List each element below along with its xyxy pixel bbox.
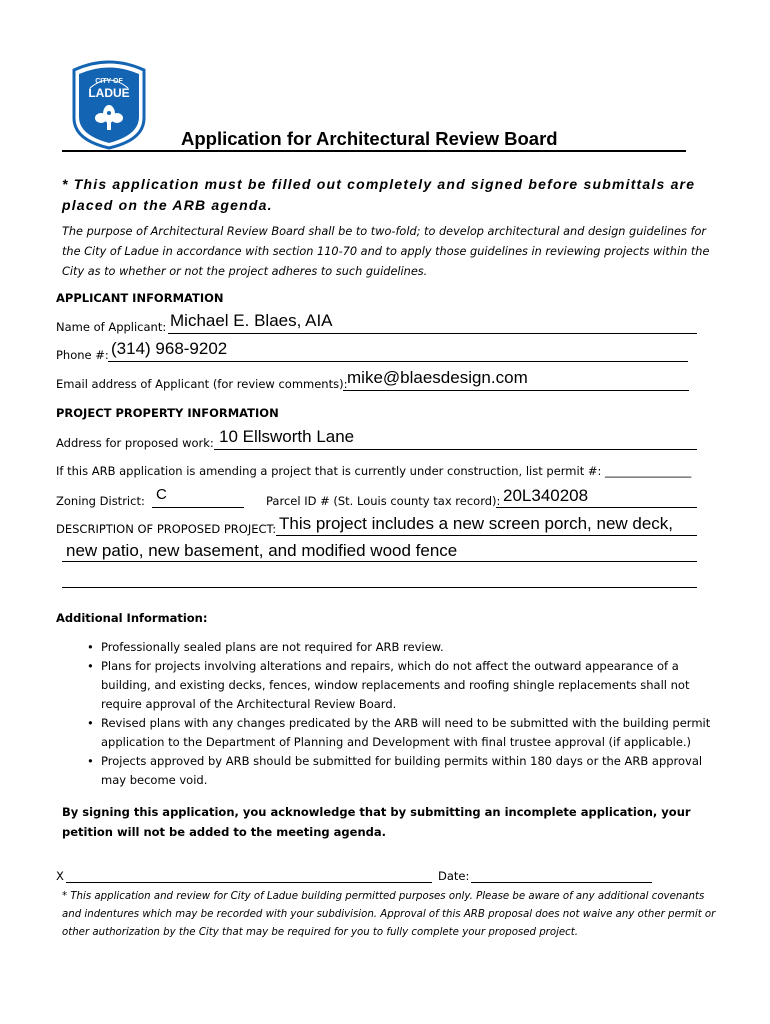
footer-note: * This application and review for City of Ladue building permitted purposes only. Please be aware of any additional covenants and indentures which may be recorded with your subdivision. Approval of this ARB proposal does not waive any other permit or other authorization by the City that may be required for you to fully complete your proposed project. — [62, 891, 716, 938]
property-heading: PROJECT PROPERTY INFORMATION — [56, 406, 279, 420]
phone-field[interactable]: (314) 968-9202 — [111, 339, 228, 358]
parcel-field-line — [496, 507, 697, 508]
address-field-line — [214, 449, 697, 450]
logo-line2: LADUE — [88, 86, 130, 100]
phone-field-line — [108, 361, 688, 362]
ladue-shield-icon — [68, 58, 150, 150]
zoning-label: Zoning District: — [56, 494, 145, 508]
address-field[interactable]: 10 Ellsworth Lane — [219, 427, 355, 446]
applicant-heading: APPLICANT INFORMATION — [56, 291, 224, 305]
zoning-field-line — [152, 507, 244, 508]
email-label: Email address of Applicant (for review comments): — [56, 377, 348, 391]
parcel-label: Parcel ID # (St. Louis county tax record): — [266, 494, 501, 508]
signature-x-label: X — [56, 869, 64, 883]
zoning-field[interactable]: C — [156, 486, 167, 503]
phone-label: Phone #: — [56, 348, 109, 362]
list-item: • Projects approved by ARB should be submitted for building permits within 180 days or the ARB approval may become void. — [87, 752, 727, 790]
additional-list — [87, 638, 727, 790]
description-line-2 — [62, 561, 697, 562]
description-line-3 — [62, 587, 697, 588]
warning-text: * This application must be filled out completely and signed before submittals are placed on the ARB agenda. — [62, 176, 696, 213]
name-field-line — [168, 333, 697, 334]
page-title: Application for Architectural Review Board — [181, 128, 558, 149]
parcel-field[interactable]: 20L340208 — [503, 486, 589, 505]
title-underline — [62, 150, 686, 152]
date-field[interactable] — [471, 882, 652, 883]
purpose-text: The purpose of Architectural Review Board shall be to two-fold; to develop architectural and design guidelines for the City of Ladue in accordance with section 110-70 and to apply those guidelines in reviewing projects within the City as to whether or not the project adheres to such guidelines. — [62, 225, 710, 278]
description-field-line1[interactable]: This project includes a new screen porch, new deck, — [279, 514, 674, 533]
list-item: • Plans for projects involving alterations and repairs, which do not affect the outward appearance of a building, and existing decks, fences, window replacements and roofing shingle replacements shall not require approval of the Architectural Review Board. — [87, 657, 727, 714]
description-label: DESCRIPTION OF PROPOSED PROJECT: — [56, 522, 277, 536]
description-field-line2[interactable]: new patio, new basement, and modified wood fence — [66, 541, 458, 560]
signature-field[interactable] — [66, 882, 432, 883]
name-label: Name of Applicant: — [56, 320, 167, 334]
email-field-line — [343, 390, 689, 391]
permit-label: If this ARB application is amending a project that is currently under construction, list permit #: _______________ — [56, 464, 692, 478]
logo-line1: CITY OF — [95, 78, 123, 85]
email-field[interactable]: mike@blaesdesign.com — [347, 368, 528, 387]
date-label: Date: — [438, 869, 470, 883]
name-field[interactable]: Michael E. Blaes, AIA — [170, 311, 333, 330]
list-item: • Professionally sealed plans are not required for ARB review. — [87, 638, 727, 657]
address-label: Address for proposed work: — [56, 436, 214, 450]
description-line-1 — [276, 535, 697, 536]
signing-note: By signing this application, you acknowledge that by submitting an incomplete application, your petition will not be added to the meeting agenda. — [62, 805, 691, 839]
additional-heading: Additional Information: — [56, 611, 208, 625]
city-of-ladue-logo — [68, 58, 150, 150]
list-item: • Revised plans with any changes predicated by the ARB will need to be submitted with the building permit application to the Department of Planning and Development with final trustee approval (if applicable.) — [87, 714, 727, 752]
